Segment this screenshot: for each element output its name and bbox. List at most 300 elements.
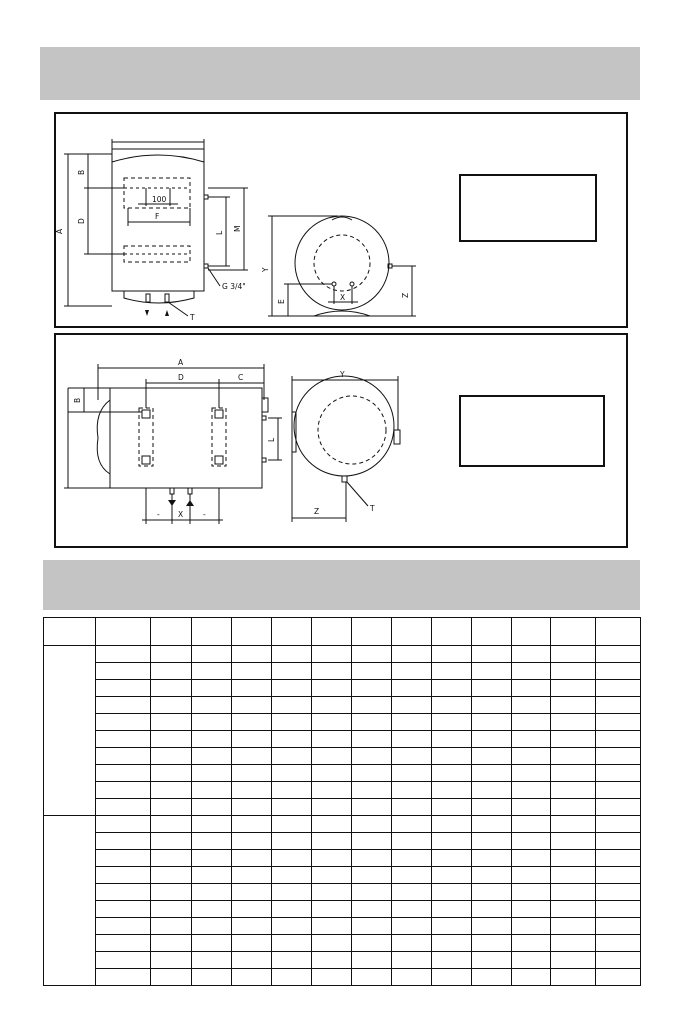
table-cell (352, 765, 392, 782)
table-row (44, 969, 641, 986)
table-cell (551, 748, 596, 765)
table-cell (596, 884, 641, 901)
table-cell (352, 663, 392, 680)
table-cell (312, 663, 352, 680)
table-cell (272, 731, 312, 748)
table-cell (232, 799, 272, 816)
table-cell (272, 697, 312, 714)
table-row (44, 850, 641, 867)
table-cell (352, 697, 392, 714)
table-cell (96, 816, 151, 833)
table-header-cell (551, 618, 596, 646)
table-cell (512, 901, 551, 918)
table-cell (96, 935, 151, 952)
table-cell (432, 697, 472, 714)
table-cell (192, 816, 232, 833)
table-cell (512, 799, 551, 816)
table-cell (352, 748, 392, 765)
table-cell (432, 918, 472, 935)
table-cell (392, 918, 432, 935)
table-group-cell (44, 816, 96, 986)
table-cell (432, 867, 472, 884)
table-cell (472, 680, 512, 697)
label-pipe-size: G 3/4" (222, 282, 246, 291)
table-cell (551, 663, 596, 680)
table-cell (551, 680, 596, 697)
table-cell (96, 867, 151, 884)
label-D: D (77, 218, 86, 224)
table-cell (512, 867, 551, 884)
table-cell (312, 680, 352, 697)
table-cell (232, 952, 272, 969)
table-cell (352, 782, 392, 799)
table-cell (596, 935, 641, 952)
table-cell (151, 901, 192, 918)
table-cell (312, 782, 352, 799)
table-cell (596, 782, 641, 799)
table-cell (392, 697, 432, 714)
table-cell (392, 748, 432, 765)
table-row (44, 918, 641, 935)
table-cell (272, 799, 312, 816)
table-cell (151, 680, 192, 697)
table-cell (232, 816, 272, 833)
table-cell (432, 714, 472, 731)
horizontal-model-panel (54, 333, 628, 548)
table-cell (151, 748, 192, 765)
table-cell (472, 952, 512, 969)
table-cell (312, 816, 352, 833)
table-cell (192, 663, 232, 680)
table-cell (232, 748, 272, 765)
table-cell (432, 663, 472, 680)
table-cell (512, 646, 551, 663)
table-cell (392, 731, 432, 748)
table-cell (551, 799, 596, 816)
table-cell (512, 782, 551, 799)
label-h-X: X (178, 510, 184, 519)
table-cell (392, 833, 432, 850)
table-cell (596, 646, 641, 663)
table-row (44, 884, 641, 901)
table-row (44, 680, 641, 697)
table-cell (472, 731, 512, 748)
table-cell (192, 867, 232, 884)
table-cell (596, 918, 641, 935)
table-cell (512, 969, 551, 986)
table-cell (272, 646, 312, 663)
table-cell (352, 901, 392, 918)
label-100: 100 (152, 195, 167, 204)
table-cell (432, 816, 472, 833)
table-cell (96, 663, 151, 680)
table-cell (551, 782, 596, 799)
table-cell (151, 816, 192, 833)
table-cell (192, 748, 232, 765)
table-row (44, 714, 641, 731)
label-h-T: T (370, 504, 375, 513)
label-M: M (233, 225, 242, 232)
table-cell (151, 714, 192, 731)
table-cell (472, 697, 512, 714)
table-cell (392, 765, 432, 782)
table-cell (551, 935, 596, 952)
table-cell (432, 765, 472, 782)
table-cell (512, 935, 551, 952)
table-cell (512, 816, 551, 833)
table-cell (392, 646, 432, 663)
table-cell (232, 714, 272, 731)
table-cell (551, 731, 596, 748)
table-cell (272, 765, 312, 782)
table-cell (512, 918, 551, 935)
table-cell (352, 714, 392, 731)
table-cell (392, 901, 432, 918)
table-cell (232, 697, 272, 714)
table-cell (551, 816, 596, 833)
table-cell (96, 714, 151, 731)
table-cell (472, 748, 512, 765)
table-cell (272, 867, 312, 884)
table-cell (232, 918, 272, 935)
table-row (44, 782, 641, 799)
table-cell (472, 850, 512, 867)
table-header-cell (312, 618, 352, 646)
table-cell (312, 969, 352, 986)
table-cell (272, 833, 312, 850)
table-cell (96, 850, 151, 867)
table-cell (551, 646, 596, 663)
table-cell (312, 833, 352, 850)
label-X: X (340, 293, 346, 302)
table-cell (151, 663, 192, 680)
horizontal-model-blank-box (459, 395, 605, 467)
table-cell (232, 867, 272, 884)
table-cell (272, 816, 312, 833)
table-cell (232, 935, 272, 952)
table-cell (96, 748, 151, 765)
table-header-cell (44, 618, 96, 646)
table-cell (232, 884, 272, 901)
table-cell (512, 833, 551, 850)
table-cell (312, 731, 352, 748)
table-header-cell (432, 618, 472, 646)
vertical-model-blank-box (459, 174, 597, 242)
table-cell (392, 850, 432, 867)
table-cell (512, 952, 551, 969)
table-cell (232, 731, 272, 748)
table-cell (551, 952, 596, 969)
table-cell (96, 884, 151, 901)
table-cell (551, 969, 596, 986)
table-cell (432, 799, 472, 816)
table-cell (512, 714, 551, 731)
table-cell (192, 850, 232, 867)
table-header-cell (392, 618, 432, 646)
table-cell (596, 680, 641, 697)
table-cell (232, 969, 272, 986)
table-header-cell (192, 618, 232, 646)
table-cell (392, 799, 432, 816)
horizontal-element-left (139, 408, 153, 466)
table-header-cell (512, 618, 551, 646)
table-cell (312, 697, 352, 714)
vertical-tank-bottom-cap (124, 291, 194, 303)
table-cell (232, 833, 272, 850)
label-E: E (277, 299, 286, 304)
table-cell (272, 952, 312, 969)
table-cell (151, 782, 192, 799)
table-header-cell (96, 618, 151, 646)
horizontal-tank-end-cap (97, 400, 110, 474)
table-cell (272, 680, 312, 697)
table-cell (596, 799, 641, 816)
table-cell (596, 952, 641, 969)
table-cell (96, 731, 151, 748)
table-cell (192, 714, 232, 731)
table-cell (352, 646, 392, 663)
table-cell (472, 663, 512, 680)
table-cell (432, 646, 472, 663)
table-cell (551, 697, 596, 714)
table-row (44, 901, 641, 918)
table-cell (312, 646, 352, 663)
table-cell (192, 697, 232, 714)
label-A: A (55, 228, 64, 234)
table-cell (596, 697, 641, 714)
table-header-cell (232, 618, 272, 646)
table-cell (596, 748, 641, 765)
table-cell (151, 850, 192, 867)
table-cell (96, 833, 151, 850)
table-row (44, 697, 641, 714)
table-cell (432, 935, 472, 952)
table-cell (192, 646, 232, 663)
table-cell (192, 884, 232, 901)
table-cell (151, 884, 192, 901)
table-cell (432, 901, 472, 918)
table-cell (192, 799, 232, 816)
table-cell (392, 816, 432, 833)
label-h-Y: Y (340, 370, 345, 379)
vertical-model-panel (54, 112, 628, 328)
table-cell (551, 850, 596, 867)
table-row (44, 816, 641, 833)
table-cell (392, 663, 432, 680)
table-cell (272, 748, 312, 765)
table-row (44, 935, 641, 952)
table-cell (192, 782, 232, 799)
table-cell (551, 714, 596, 731)
table-cell (272, 901, 312, 918)
table-header-cell (352, 618, 392, 646)
table-cell (596, 969, 641, 986)
table-cell (96, 969, 151, 986)
table-cell (596, 765, 641, 782)
table-cell (512, 884, 551, 901)
table-cell (512, 850, 551, 867)
table-cell (96, 918, 151, 935)
table-cell (392, 935, 432, 952)
table-cell (272, 918, 312, 935)
table-cell (151, 918, 192, 935)
label-F: F (155, 212, 160, 221)
table-cell (272, 969, 312, 986)
table-cell (272, 935, 312, 952)
table-cell (232, 765, 272, 782)
table-cell (312, 935, 352, 952)
table-cell (312, 850, 352, 867)
table-cell (312, 799, 352, 816)
table-cell (151, 799, 192, 816)
table-cell (596, 731, 641, 748)
label-Y: Y (261, 267, 270, 272)
table-cell (512, 765, 551, 782)
label-h-minus-left: - (157, 510, 160, 519)
table-cell (352, 918, 392, 935)
label-Z: Z (401, 292, 410, 298)
table-cell (551, 901, 596, 918)
table-cell (232, 663, 272, 680)
table-cell (432, 884, 472, 901)
dimensions-table (43, 617, 641, 986)
label-h-C: C (238, 373, 244, 382)
table-cell (192, 731, 232, 748)
table-group-cell (44, 646, 96, 816)
table-cell (512, 697, 551, 714)
table-row (44, 952, 641, 969)
table-cell (151, 731, 192, 748)
table-cell (192, 901, 232, 918)
table-cell (272, 782, 312, 799)
table-cell (472, 816, 512, 833)
vertical-pipe-outlet (204, 195, 208, 199)
table-cell (352, 884, 392, 901)
table-cell (192, 765, 232, 782)
table-cell (232, 646, 272, 663)
horizontal-tank-body (110, 388, 262, 488)
table-cell (312, 918, 352, 935)
label-h-B: B (73, 397, 82, 403)
table-header-cell (472, 618, 512, 646)
table-cell (512, 680, 551, 697)
table-cell (232, 901, 272, 918)
table-row (44, 867, 641, 884)
table-cell (151, 697, 192, 714)
table-cell (472, 646, 512, 663)
table-cell (192, 952, 232, 969)
table-cell (312, 748, 352, 765)
table-cell (352, 833, 392, 850)
table-cell (472, 833, 512, 850)
table-row (44, 646, 641, 663)
table-cell (596, 901, 641, 918)
table-header-row (44, 618, 641, 646)
table-cell (312, 952, 352, 969)
table-cell (192, 833, 232, 850)
label-h-L: L (267, 437, 276, 442)
table-cell (96, 697, 151, 714)
table-cell (472, 714, 512, 731)
table-cell (392, 714, 432, 731)
table-cell (352, 935, 392, 952)
table-cell (472, 969, 512, 986)
horizontal-element-right (212, 408, 226, 466)
table-cell (392, 884, 432, 901)
table-cell (312, 867, 352, 884)
table-cell (151, 935, 192, 952)
table-cell (472, 918, 512, 935)
table-cell (232, 782, 272, 799)
table-cell (596, 850, 641, 867)
table-cell (472, 901, 512, 918)
table-cell (151, 833, 192, 850)
table-cell (551, 867, 596, 884)
table-cell (192, 935, 232, 952)
table-cell (192, 969, 232, 986)
label-h-minus-right: - (203, 510, 206, 519)
table-cell (512, 748, 551, 765)
table-cell (151, 765, 192, 782)
table-row (44, 748, 641, 765)
table-cell (551, 918, 596, 935)
table-cell (312, 765, 352, 782)
table-cell (472, 884, 512, 901)
table-cell (596, 833, 641, 850)
table-header-cell (151, 618, 192, 646)
table-cell (432, 748, 472, 765)
horizontal-side-view-circle (294, 376, 394, 476)
table-cell (551, 765, 596, 782)
table-row (44, 731, 641, 748)
table-cell (512, 663, 551, 680)
label-B: B (77, 169, 86, 175)
table-cell (96, 782, 151, 799)
table-cell (551, 884, 596, 901)
section-header-band-top (40, 47, 640, 100)
table-cell (312, 884, 352, 901)
table-cell (96, 646, 151, 663)
table-cell (96, 680, 151, 697)
table-cell (312, 714, 352, 731)
label-L: L (215, 230, 224, 235)
table-cell (432, 850, 472, 867)
table-cell (96, 799, 151, 816)
table-row (44, 833, 641, 850)
table-cell (392, 952, 432, 969)
table-row (44, 765, 641, 782)
table-cell (512, 731, 551, 748)
table-cell (272, 663, 312, 680)
table-cell (432, 680, 472, 697)
table-cell (596, 714, 641, 731)
table-cell (352, 816, 392, 833)
table-cell (151, 969, 192, 986)
table-cell (432, 969, 472, 986)
table-header-cell (596, 618, 641, 646)
table-cell (472, 765, 512, 782)
table-cell (551, 833, 596, 850)
label-h-Z: Z (314, 507, 320, 516)
label-T: T (190, 313, 195, 322)
table-cell (96, 952, 151, 969)
table-cell (96, 901, 151, 918)
table-cell (352, 850, 392, 867)
table-cell (192, 918, 232, 935)
table-cell (232, 680, 272, 697)
table-cell (352, 867, 392, 884)
table-cell (596, 867, 641, 884)
